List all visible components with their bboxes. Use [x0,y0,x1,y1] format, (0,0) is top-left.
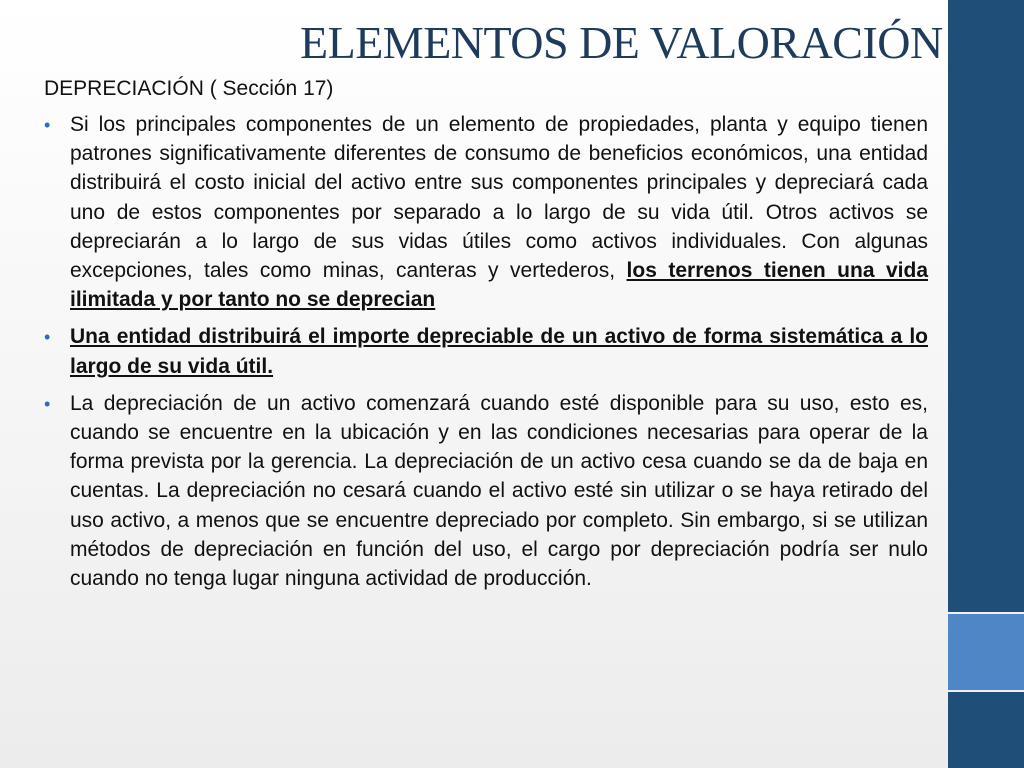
bullet-item-1 [44,110,928,314]
slide-subtitle: DEPRECIACIÓN ( Sección 17) [44,77,334,100]
bullet-icon: • [44,115,51,135]
sidebar-band-top [948,0,1024,612]
bullet-text [70,110,928,314]
bullet-item-3 [44,389,928,593]
bullet-text-plain: Si los principales componentes de un elemento de propiedades, planta y equipo tienen patrones significativamente diferentes de consumo de beneficios económicos, una entidad distribuirá el costo inicial del activo entre sus componentes principales y depreciará cada uno de estos componentes por separado a lo largo de su vida útil. Otros activos se depreciarán a lo largo de sus vidas útiles como activos individuales. Con algunas excepciones, tales como minas, canteras y vertederos, [70,113,928,283]
bullet-text-plain: La depreciación de un activo comenzará cuando esté disponible para su uso, esto es, cuando se encuentre en la ubicación y en las condiciones necesarias para operar de la forma prevista por la gerencia. La depreciación de un activo cesa cuando se da de baja en cuentas. La depreciación no cesará cuando el activo esté sin utilizar o se haya retirado del uso activo, a menos que se encuentre depreciado por completo. Sin embargo, si se utilizan métodos de depreciación en función del uso, el cargo por depreciación podría ser nulo cuando no tenga lugar ninguna actividad de producción. [70,391,928,591]
bullet-icon: • [44,393,51,414]
bullet-text [70,389,928,593]
decorative-sidebar [948,0,1024,768]
bullet-item-2 [44,322,928,380]
slide-title: ELEMENTOS DE VALORACIÓN [300,17,943,68]
bullet-text-emphasis: Una entidad distribuirá el importe depreciable de un activo de forma sistemática a lo largo de su vida útil. [70,325,928,378]
sidebar-band-middle [948,614,1024,690]
bullet-icon: • [44,327,51,348]
bullet-text [70,322,928,380]
sidebar-band-bottom [948,692,1024,768]
bullet-text-emphasis: los terrenos tienen una vida ilimitada y por tanto no se deprecian [70,259,929,312]
bullet-list [44,110,928,593]
slide-content [44,74,928,601]
